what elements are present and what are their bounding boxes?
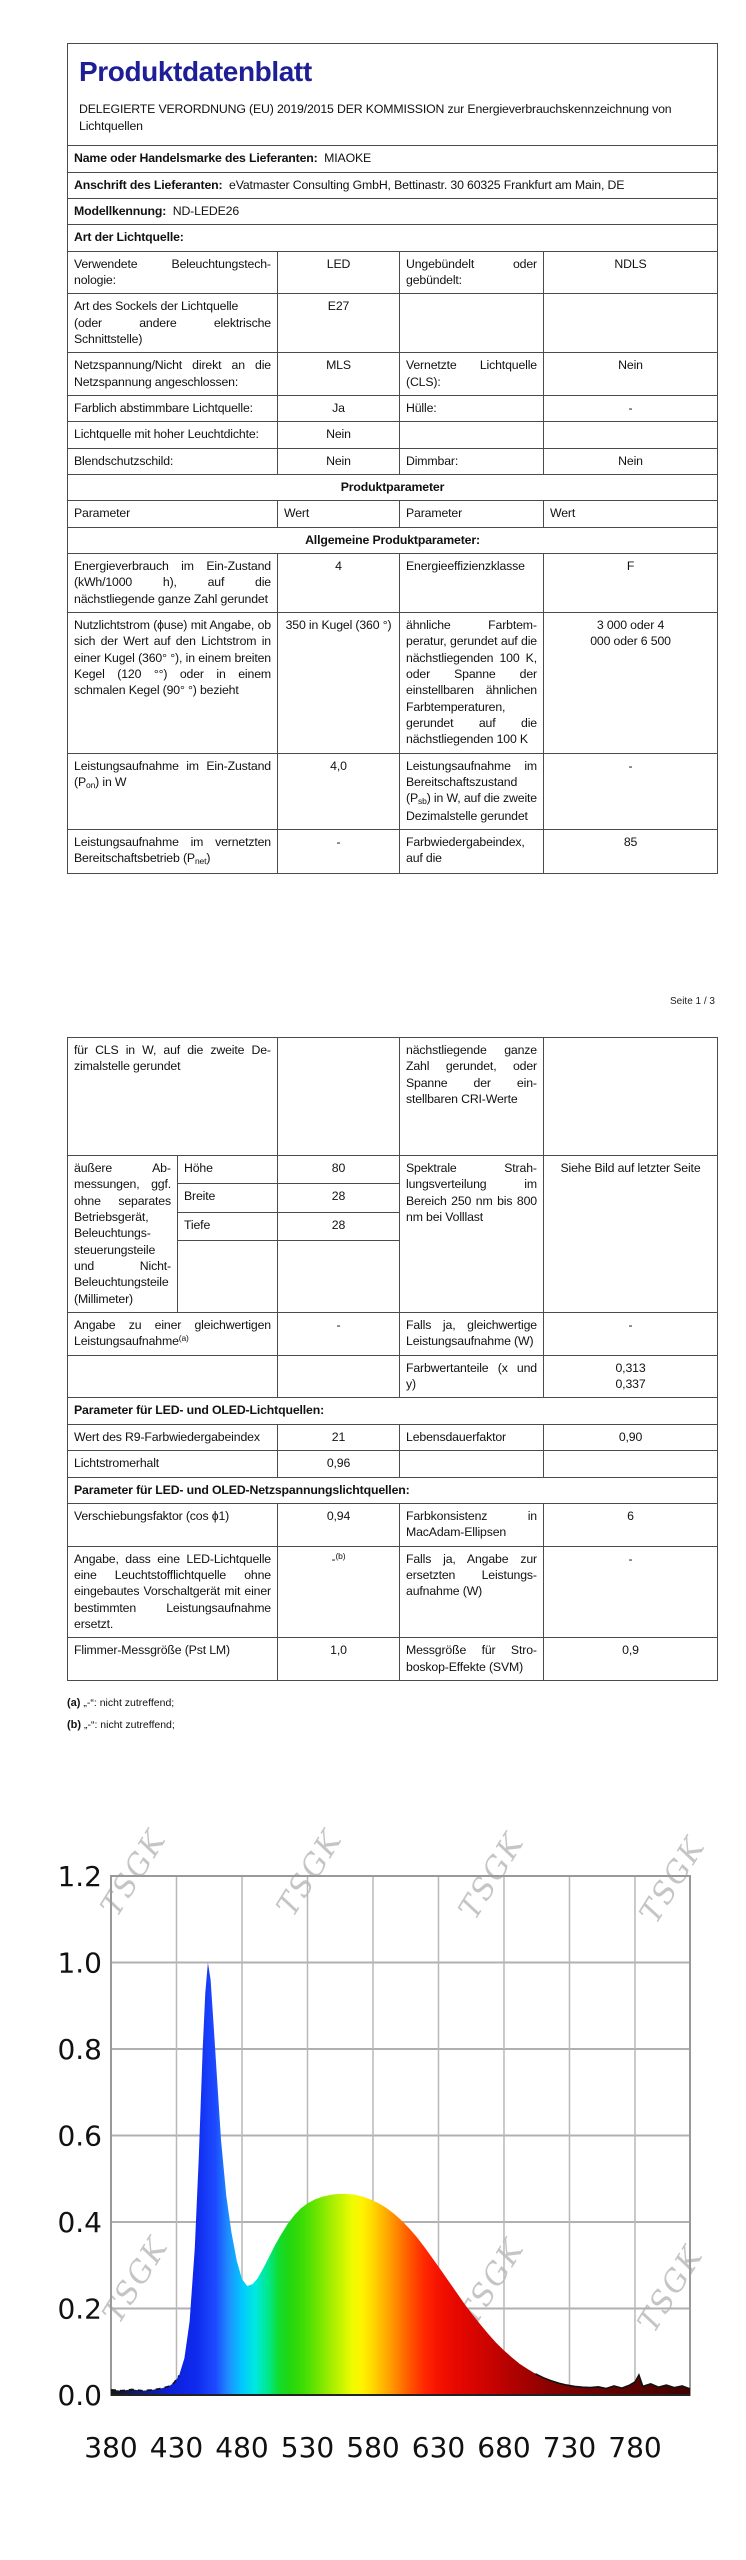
address-row (68, 172, 718, 198)
watermark-text: TSGK (630, 2239, 711, 2339)
param-value-cell: Nein (544, 448, 718, 474)
title-row (68, 44, 718, 146)
param-label-cell: Flimmer-Messgröße (Pst LM) (68, 1638, 278, 1681)
param-label-cell (400, 422, 544, 448)
empty-cell (400, 1451, 544, 1477)
watermark-text: TSGK (269, 1823, 350, 1923)
y-axis-tick-label: 0.0 (57, 2379, 102, 2412)
x-axis-tick-label: 630 (411, 2431, 466, 2464)
table-row (68, 1313, 718, 1356)
table-row (68, 353, 718, 396)
address-cell (68, 172, 718, 198)
param-label-cell: Wert des R9-Farbwiedergabeindex (68, 1424, 278, 1450)
param-value-cell: Ja (278, 395, 400, 421)
param-label-cell: Farbwiedergabeindex, auf die (400, 830, 544, 874)
column-header-cell: Wert (544, 501, 718, 527)
y-axis-tick-label: 0.4 (57, 2206, 102, 2239)
y-axis-tick-label: 0.8 (57, 2033, 102, 2066)
watermark-text: TSGK (93, 1823, 174, 1923)
param-value-cell: - (544, 1313, 718, 1356)
spectral-distribution-chart (0, 1820, 746, 2560)
param-label-cell: Angabe, dass eine LED-Lichtquelle eine Leuchtstofflichtquelle ohne eingebautes Vorschaltgerät mit einer bestimmten Leistungsaufnahme ersetzt. (68, 1546, 278, 1638)
param-label-cell: Vernetzte Lichtquelle (CLS): (400, 353, 544, 396)
param-value-cell: 0,96 (278, 1451, 400, 1477)
model-cell (68, 198, 718, 224)
param-value-cell (278, 1038, 400, 1156)
section-header-row (68, 527, 718, 553)
param-value-cell: - (278, 1313, 400, 1356)
table-row (68, 251, 718, 294)
supplier-row (68, 146, 718, 172)
param-label-cell (400, 294, 544, 353)
y-axis-tick-label: 1.0 (57, 1946, 102, 1980)
x-axis-tick-label: 580 (346, 2431, 400, 2464)
param-value-cell: NDLS (544, 251, 718, 294)
column-header-cell: Parameter (400, 501, 544, 527)
dimension-key-cell: Breite (178, 1184, 278, 1212)
param-label-cell: Leistungsaufnahme im vernetzten Bereitschaftsbetrieb $(P_{net})$ (68, 830, 278, 874)
param-label-cell: Messgröße für Stroboskop-Effekte (SVM) (400, 1638, 544, 1681)
led-oled-header: Parameter für LED- und OLED-Lichtquellen: (68, 1398, 718, 1424)
param-label-cell: Nutzlichtstrom (ϕuse) mit Angabe, ob sich der Wert auf den Lichtstrom in einer Kugel (360° °), in einem breiten Kegel (120 °°) oder in einem schmalen Kegel (90° °) bezieht (68, 613, 278, 754)
datasheet-page2-container (67, 1037, 717, 1737)
param-value-cell (544, 422, 718, 448)
empty-cell (544, 1451, 718, 1477)
column-header-cell: Parameter (68, 501, 278, 527)
datasheet-table-page1 (67, 43, 718, 874)
param-value-cell: - (544, 395, 718, 421)
param-value-cell: 21 (278, 1424, 400, 1450)
param-label-cell: Lebensdauerfaktor (400, 1424, 544, 1450)
param-label-cell: Falls ja, Angabe zur ersetzten Leistungsaufnahme (W) (400, 1546, 544, 1638)
param-label-cell: Energieeffizienzklasse (400, 554, 544, 613)
param-value-cell: 0,90 (544, 1424, 718, 1450)
param-label-cell: für CLS in W, auf die zweite Dezimalstelle gerundet (68, 1038, 278, 1156)
table-row (68, 1546, 718, 1638)
empty-cell (68, 1355, 278, 1398)
title-cell (68, 44, 718, 146)
watermark-text: TSGK (95, 2230, 176, 2330)
table-row (68, 1638, 718, 1681)
param-value-cell (544, 294, 718, 353)
param-value-cell: MLS (278, 353, 400, 396)
section-header-row (68, 1398, 718, 1424)
x-axis-tick-label: 380 (84, 2431, 138, 2464)
footnote-a: (a) „-“: nicht zutreffend; (67, 1696, 175, 1709)
supplier-cell (68, 146, 718, 172)
table-row (68, 1424, 718, 1450)
y-axis-tick-label: 0.6 (57, 2119, 102, 2153)
param-label-cell: Lichtstromerhalt (68, 1451, 278, 1477)
dimensions-label-cell: äußere Abmessungen, ggf. ohne separates Betriebsgerät, Beleuchtungssteuerungsteile und Nicht-Beleuchtungsteile (Millimeter) (68, 1156, 178, 1313)
x-axis-tick-label: 480 (215, 2431, 269, 2464)
model-label: Modellkennung: (74, 203, 167, 218)
footnote-b: (b) „-“: nicht zutreffend; (67, 1719, 175, 1732)
param-value-cell: - (544, 1546, 718, 1638)
param-value-cell: -$^{(b)}$ (278, 1546, 400, 1638)
x-axis-tick-label: 430 (149, 2431, 204, 2464)
spectrum-area (111, 1963, 690, 2396)
table-row (68, 554, 718, 613)
address-label: Anschrift des Lieferanten: (74, 177, 223, 192)
regulation-subtitle: DELEGIERTE VERORDNUNG (EU) 2019/2015 DER KOMMISSION zur Energieverbrauchskennzeichnung von Lichtquellen (79, 102, 672, 134)
param-label-cell: Verschiebungsfaktor (cos ϕ1) (68, 1503, 278, 1546)
watermark-text: TSGK (451, 2232, 532, 2332)
table-row (68, 395, 718, 421)
param-value-cell: 6 (544, 1503, 718, 1546)
page-number: Seite 1 / 3 (669, 996, 715, 1007)
table-row (68, 613, 718, 754)
param-value-cell: F (544, 554, 718, 613)
param-label-cell: Spektrale Strahlungsverteilung im Bereich 250 nm bis 800 nm bei Volllast (400, 1156, 544, 1313)
table-row (68, 1038, 718, 1156)
param-value-cell: 0,313 0,337 (544, 1355, 718, 1398)
section-header-row (68, 225, 718, 251)
footnotes (67, 1692, 717, 1737)
param-value-cell: Nein (278, 448, 400, 474)
param-value-cell: E27 (278, 294, 400, 353)
param-label-cell: Energieverbrauch im Ein-Zustand (kWh/1000 h), auf die nächstliegende ganze Zahl gerundet (68, 554, 278, 613)
table-row (68, 294, 718, 353)
param-label-cell: Dimmbar: (400, 448, 544, 474)
param-value-cell: 3 000 oder 4 000 oder 6 500 (544, 613, 718, 754)
param-label-cell: Farbwertanteile (x und y) (400, 1355, 544, 1398)
param-label-cell: Falls ja, gleichwertige Leistungsaufnahme (W) (400, 1313, 544, 1356)
x-axis-tick-label: 730 (542, 2431, 597, 2464)
param-value-cell: 0,94 (278, 1503, 400, 1546)
model-row (68, 198, 718, 224)
dimension-value-cell: 28 (278, 1184, 400, 1212)
param-label-cell: Ungebündelt oder gebündelt: (400, 251, 544, 294)
table-row (68, 1451, 718, 1477)
table-row (68, 1503, 718, 1546)
column-header-cell: Wert (278, 501, 400, 527)
dimension-key-cell: Tiefe (178, 1212, 278, 1240)
dimension-key-cell: Höhe (178, 1156, 278, 1184)
x-axis-tick-label: 780 (608, 2431, 662, 2464)
address-value: eVatmaster Consulting GmbH, Bettinastr. 30 60325 Frankfurt am Main, DE (229, 177, 625, 192)
param-value-cell: 4,0 (278, 753, 400, 829)
param-label-cell: Leistungsaufnahme im Ein-Zustand $(P_{on})$ in W (68, 753, 278, 829)
empty-cell (278, 1355, 400, 1398)
page-title: Produktdatenblatt (79, 56, 312, 87)
watermark-text: TSGK (451, 1826, 532, 1926)
table-row (68, 1355, 718, 1398)
param-value-cell: Siehe Bild auf letzter Seite (544, 1156, 718, 1313)
param-value-cell: 85 (544, 830, 718, 874)
datasheet-table-page2 (67, 1037, 718, 1681)
table-row (68, 448, 718, 474)
param-value-cell: LED (278, 251, 400, 294)
y-axis-tick-label: 1.2 (57, 1860, 102, 1893)
y-axis-tick-label: 0.2 (57, 2292, 102, 2326)
table-row (68, 422, 718, 448)
param-label-cell: Hülle: (400, 395, 544, 421)
section-header-row (68, 1477, 718, 1503)
table-row (68, 753, 718, 829)
param-label-cell: ähnliche Farbtemperatur, gerundet auf die nächstliegenden 100 K, oder Spanne der einstellbaren ähnlichen Farbtemperaturen, gerundet auf die nächstliegenden 100 K (400, 613, 544, 754)
empty-cell (278, 1241, 400, 1313)
section-header-row (68, 474, 718, 500)
param-label-cell: Lichtquelle mit hoher Leuchtdichte: (68, 422, 278, 448)
dimensions-row (68, 1156, 718, 1184)
param-value-cell: - (278, 830, 400, 874)
param-value-cell: - (544, 753, 718, 829)
model-value: ND-LEDE26 (172, 203, 240, 218)
product-parameter-header: Produktparameter (68, 474, 718, 500)
param-value-cell (544, 1038, 718, 1156)
light-source-type-header: Art der Lichtquelle: (68, 225, 718, 251)
param-label-cell: Angabe zu einer gleichwertigen Leistungsaufnahme$^{(a)}$ (68, 1313, 278, 1356)
param-label-cell: nächstliegende ganze Zahl gerundet, oder Spanne der einstellbaren CRI-Werte (400, 1038, 544, 1156)
supplier-label: Name oder Handelsmarke des Lieferanten: (74, 151, 318, 166)
param-label-cell: Art des Sockels der Lichtquelle (oder andere elektrische Schnittstelle) (68, 294, 278, 353)
param-label-cell: Verwendete Beleuchtungstechnologie: (68, 251, 278, 294)
x-axis-tick-label: 680 (477, 2431, 531, 2464)
mains-voltage-header: Parameter für LED- und OLED-Netzspannungslichtquellen: (68, 1477, 718, 1503)
param-value-cell: 350 in Kugel (360 °) (278, 613, 400, 754)
param-value-cell: 0,9 (544, 1638, 718, 1681)
param-label-cell: Leistungsaufnahme im Bereitschaftszustand $(P_{sb})$ in W, auf die zweite Dezimalstelle gerundet (400, 753, 544, 829)
param-value-cell: Nein (278, 422, 400, 448)
table-row (68, 830, 718, 874)
empty-cell (178, 1241, 278, 1313)
watermark-text: TSGK (632, 1830, 713, 1930)
dimension-value-cell: 28 (278, 1212, 400, 1240)
general-parameter-header: Allgemeine Produktparameter: (68, 527, 718, 553)
param-label-cell: Blendschutzschild: (68, 448, 278, 474)
param-value-cell: 4 (278, 554, 400, 613)
param-value-cell: Nein (544, 353, 718, 396)
x-axis-tick-label: 530 (280, 2431, 335, 2464)
param-value-cell: 1,0 (278, 1638, 400, 1681)
supplier-value: MIAOKE (324, 151, 372, 166)
dimension-value-cell: 80 (278, 1156, 400, 1184)
param-label-cell: Netzspannung/Nicht direkt an die Netzspannung angeschlossen: (68, 353, 278, 396)
param-label-cell: Farblich abstimmbare Lichtquelle: (68, 395, 278, 421)
param-label-cell: Farbkonsistenz in MacAdam-Ellipsen (400, 1503, 544, 1546)
column-header-row (68, 501, 718, 527)
